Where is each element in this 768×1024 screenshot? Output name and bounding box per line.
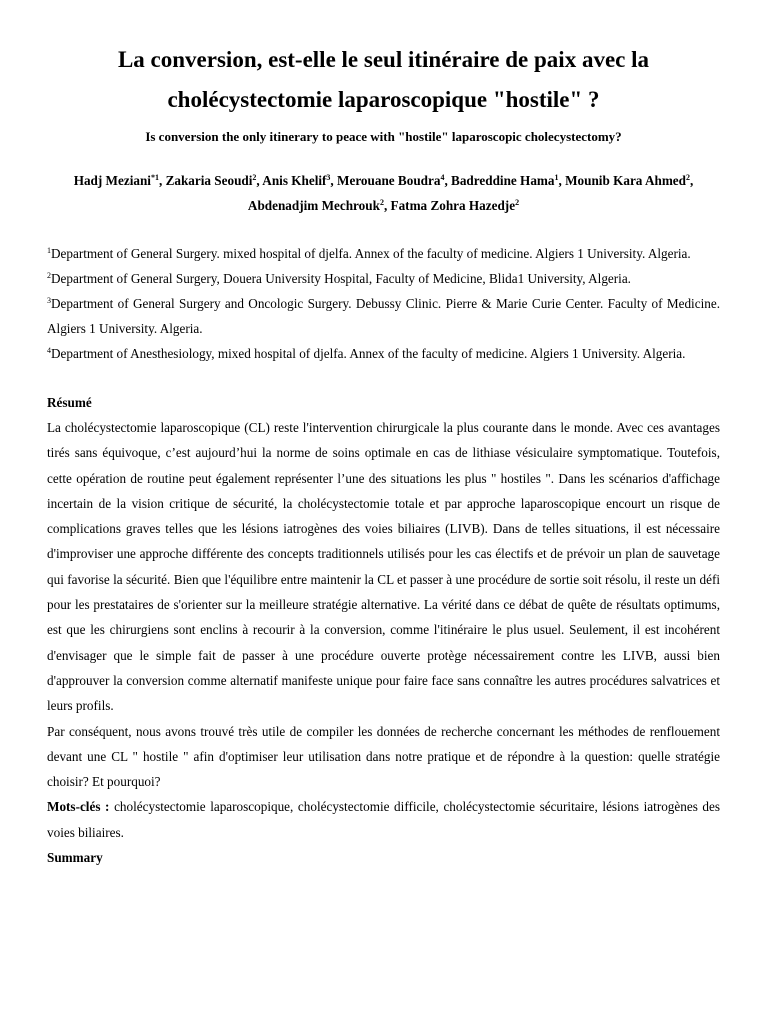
affiliation-number: 3 — [47, 296, 51, 305]
author-separator: , — [330, 173, 338, 188]
affiliation-text: Department of General Surgery. mixed hospital of djelfa. Annex of the faculty of medicine. Algiers 1 University. Algeria. — [51, 246, 691, 261]
author-affiliation-sup: 4 — [440, 173, 445, 182]
affiliation-number: 1 — [47, 246, 51, 255]
author-name: Anis Khelif — [262, 173, 327, 188]
author-name: Badreddine Hama — [451, 173, 555, 188]
author-name: Merouane Boudra — [337, 173, 441, 188]
author — [74, 173, 166, 188]
author — [248, 198, 391, 213]
author-separator: , — [158, 173, 166, 188]
author-separator: , — [383, 198, 391, 213]
author — [451, 173, 565, 188]
author-affiliation-sup: 3 — [326, 173, 331, 182]
keywords-label: Mots-clés : — [47, 799, 110, 815]
author — [565, 173, 693, 188]
author-separator: , — [256, 173, 263, 188]
author-name: Zakaria Seoudi — [165, 173, 253, 188]
author-affiliation-sup: 2 — [379, 198, 384, 207]
author — [337, 173, 451, 188]
affiliation-text: Department of General Surgery, Douera University Hospital, Faculty of Medicine, Blida1 University, Algeria. — [51, 271, 631, 286]
affiliation — [47, 241, 720, 266]
paper-page — [47, 0, 720, 870]
resume-paragraph-1: La cholécystectomie laparoscopique (CL) reste l'intervention chirurgicale la plus courante dans le monde. Avec ces avantages tirés sans équivoque, c’est aujourd’hui la norme de soins optimale en cas de lithiase vésiculaire symptomatique. Toutefois, cette opération de routine peut également représenter l’une des situations les plus " hostiles ". Dans les scénarios d'affichage incertain de la vision critique de sécurité, la cholécystectomie totale et par approche laparoscopique encourt un risque de complications graves telles que les lésions iatrogènes des voies biliaires (LIVB). Dans de telles situations, il est nécessaire d'improviser une approche différente des concepts traditionnels utilisés pour les cas électifs et de prévoir un plan de sauvetage qui favorise la sécurité. Bien que l'équilibre entre maintenir la CL et passer à une procédure de sortie soit résolu, il reste un défi pour les prestataires de s'orienter sur la meilleure stratégie alternative. La vérité dans ce débat de quête de résultats optimums, est que les chirurgiens sont enclins à recourir à la conversion, comme l'itinéraire le plus usuel. Seulement, il est incohérent d'envisager que le simple fait de passer à une procédure ouverte protège nécessairement contre les LIVB, aussi bien d'approuver la conversion comme alternatif manifeste unique pour faire face sans connaître les autres procédures salvatrices et leurs profils. — [47, 420, 720, 714]
author-separator: , — [690, 173, 694, 188]
author — [262, 173, 337, 188]
keywords-text: cholécystectomie laparoscopique, cholécystectomie difficile, cholécystectomie sécuritaire, lésions iatrogènes des voies biliaires. — [47, 799, 721, 840]
author-name: Mounib Kara Ahmed — [565, 173, 686, 188]
affiliation-number: 4 — [47, 346, 51, 355]
paper-title: La conversion, est-elle le seul itinéraire de paix avec la cholécystectomie laparoscopique "hostile" ? — [117, 47, 650, 112]
affiliation — [47, 291, 720, 341]
author — [166, 173, 263, 188]
author-affiliation-sup: 2 — [686, 173, 690, 182]
author-affiliation-sup: 1 — [554, 173, 559, 182]
affiliation-text: Department of General Surgery and Oncologic Surgery. Debussy Clinic. Pierre & Marie Curie Center. Faculty of Medicine. Algiers 1 University. Algeria. — [47, 296, 720, 336]
resume-heading: Résumé — [47, 395, 92, 410]
keywords — [47, 794, 720, 845]
author-name: Hadj Meziani — [73, 173, 151, 188]
author-affiliation-sup: *1 — [150, 173, 159, 182]
summary-heading: Summary — [47, 850, 103, 866]
author — [391, 198, 520, 213]
affiliation-number: 2 — [47, 271, 51, 280]
resume-paragraph-2: Par conséquent, nous avons trouvé très utile de compiler les données de recherche concernant les méthodes de renflouement devant une CL " hostile " afin d'optimiser leur utilisation dans notre pratique et de répondre à la question: quelle stratégie choisir? Et pourquoi? — [47, 723, 720, 790]
paper-subtitle: Is conversion the only itinerary to peace with "hostile" laparoscopic cholecystectomy? — [145, 129, 622, 144]
author-name: Fatma Zohra Hazedje — [390, 198, 516, 213]
affiliation — [47, 266, 720, 291]
author-affiliation-sup: 2 — [252, 173, 257, 182]
affiliation-text: Department of Anesthesiology, mixed hospital of djelfa. Annex of the faculty of medicine. Algiers 1 University. Algeria. — [51, 346, 686, 361]
author-affiliation-sup: 2 — [515, 198, 520, 207]
author-list — [47, 168, 720, 218]
author-separator: , — [444, 173, 452, 188]
author-name: Abdenadjim Mechrouk — [247, 198, 380, 213]
affiliation-list — [47, 241, 720, 366]
author-separator: , — [558, 173, 566, 188]
affiliation — [47, 341, 720, 366]
